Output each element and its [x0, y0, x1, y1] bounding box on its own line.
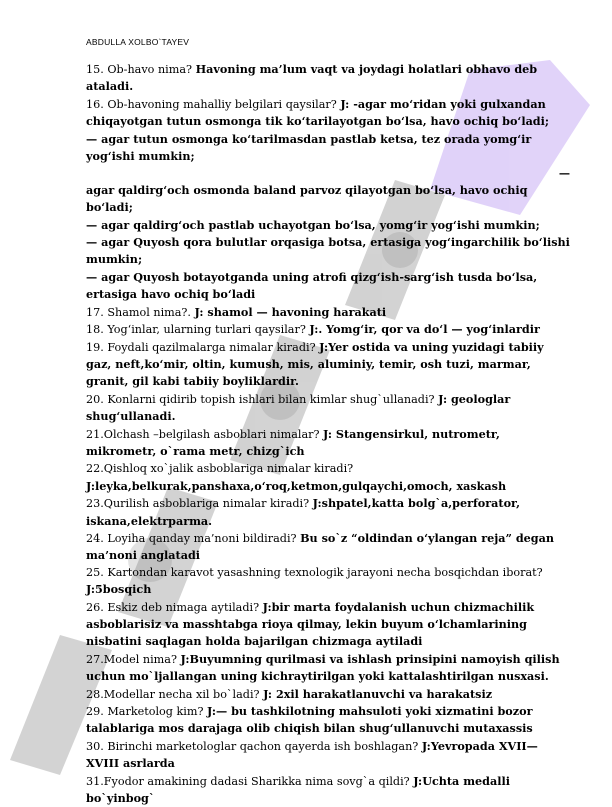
document-body [86, 61, 570, 807]
line-1: 16. Ob-havoning mahalliy belgilari qaysilar? J: -agar mo‘ridan yoki gulxandan chiqayotgan tutun osmonga tik ko‘tarilayotgan bo‘lsa, havo ochiq bo‘ladi; [86, 96, 550, 129]
line-16: 24. Loyiha qanday ma’noni bildiradi? Bu so`z “oldindan o‘ylangan reja” degan ma’noni anglatadi [86, 530, 554, 563]
line-0: 15. Ob-havo nima? Havoning ma’lum vaqt va joydagi holatlari obhavo deb ataladi. [86, 62, 538, 94]
line-3: — [558, 166, 570, 181]
line-11: 20. Konlarni qidirib topish ishlari bilan kimlar shug`ullanadi? J: geologlar shug‘ullanadi. [86, 391, 511, 424]
line-12: 21.Olchash –belgilash asboblari nimalar? J: Stangensirkul, nutrometr, mikrometr, o`rama metr, chizg`ich [86, 426, 500, 458]
line-21: 29. Marketolog kim? J:— bu tashkilotning mahsuloti yoki xizmatini bozor talablariga mos darajaga olib chiqish bilan shug‘ullanuvchi mutaxassis [86, 704, 533, 736]
line-2: — agar tutun osmonga ko‘tarilmasdan pastlab ketsa, tez orada yomg‘ir yog‘ishi mumkin; [86, 131, 532, 164]
line-9: 18. Yog‘inlar, ularning turlari qaysilar? J:. Yomg‘ir, qor va do‘l — yog‘inlardir [86, 322, 540, 337]
line-8: 17. Shamol nima?. J: shamol — havoning harakati [86, 304, 387, 319]
line-10: 19. Foydali qazilmalarga nimalar kiradi? J:Yer ostida va uning yuzidagi tabiiy gaz, neft,ko‘mir, oltin, kumush, mis, aluminiy, temir, osh tuzi, marmar, granit, gil kabi tabiiy boyliklardir. [86, 339, 544, 389]
line-20: 28.Modellar necha xil bo`ladi? J: 2xil harakatlanuvchi va harakatsiz [86, 686, 493, 701]
line-22: 30. Birinchi marketologlar qachon qayerda ish boshlagan? J:Yevropada XVII— XVIII asrlarda [86, 738, 538, 771]
line-19: 27.Model nima? J:Buyumning qurilmasi va ishlash prinsipini namoyish qilish uchun mo`ljallangan uning kichraytirilgan yoki kattalashtirilgan nusxasi. [86, 651, 560, 684]
page-header: ABDULLA XOLBO`TAYEV [86, 37, 190, 47]
line-5: — agar qaldirg‘och pastlab uchayotgan bo‘lsa, yomg‘ir yog‘ishi mumkin; [86, 217, 540, 232]
line-18: 26. Eskiz deb nimaga aytiladi? J:bir marta foydalanish uchun chizmachilik asboblarisiz va masshtabga rioya qilmay, lekin buyum o‘lchamlarining nisbatini saqlagan holda bajarilgan chizmaga aytiladi [86, 599, 535, 649]
line-17: 25. Kartondan karavot yasashning texnologik jarayoni necha bosqichdan iborat? J:5bosqich [86, 565, 543, 597]
line-4: agar qaldirg‘och osmonda baland parvoz qilayotgan bo‘lsa, havo ochiq bo‘ladi; [86, 182, 528, 215]
line-7: — agar Quyosh botayotganda uning atrofi qizg‘ish-sarg‘ish tusda bo‘lsa, ertasiga havo ochiq bo‘ladi [86, 269, 538, 302]
line-14: J:leyka,belkurak,panshaxa,o‘roq,ketmon,gulqaychi,omoch, xaskash [86, 478, 507, 493]
line-23: 31.Fyodor amakining dadasi Sharikka nima sovg`a qildi? J:Uchta medalli bo`yinbog` [86, 773, 510, 806]
line-6: — agar Quyosh qora bulutlar orqasiga botsa, ertasiga yog‘ingarchilik bo‘lishi mumkin; [86, 235, 570, 267]
line-13: 22.Qishloq xo`jalik asboblariga nimalar kiradi? [86, 462, 354, 476]
line-15: 23.Qurilish asboblariga nimalar kiradi? J:shpatel,katta bolg`a,perforator, iskana,elektrparma. [86, 496, 521, 528]
